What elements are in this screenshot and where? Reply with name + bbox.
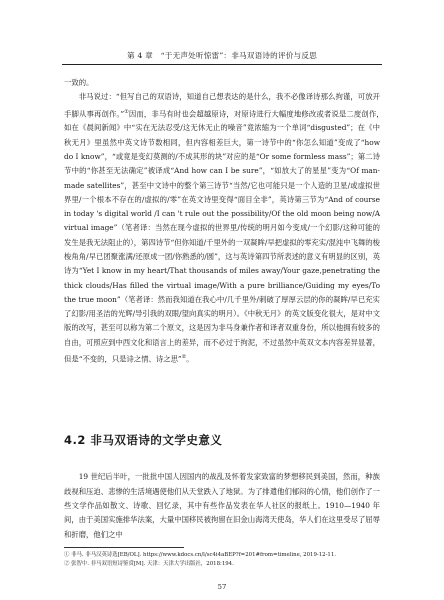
paragraph-text-part-2: 因而，非马有时也会超越原诗，对原诗进行大幅度地修改或者说是二度创作， 如在《晨间新闻》中“实在无法忍受/这无休无止的噪音”竟浓缩为一个单词“disgusted”；在《中秋无月》里虽然中英文诗节数相同，但内容相差巨大，第一诗节中的“你怎么知道”变成了“how do I know”，“或竟是变幻莫测的/不成其形的块”对应的是“Or some formless mass”；第二诗节中的“你甚至无法确定”被译成“And how can I be sure”，“如放大了的星星”变为“Of man-made satellites”，甚至中文诗中的整个第三诗节“当然/它也可能只是一个人造的卫星/或虚拟世界里/一个根本不存在的/虚拟的/零”在英文诗里变得“面目全非”，英诗第三节为“And of course in today 's digital world /I can 't rule out the possibility/Of the old moon being now/A virtual image”（笔者译：当然在现今虚拟的世界里/传统的明月如今变成/一个幻影/这种可能的发生是我无法阻止的），第四诗节“但你知道/千里外的一双凝眸/早把虚拟的零充实/混沌中飞舞的梭梭角角/早已团聚涨满/还原成一团/你熟悉的/圆”，这与英诗第四节所表述的意义有明显的区别，英诗为“Yet I know in my heart/That thousands of miles away/Your gaze,penetrating the thick clouds/Has filled the virtual image/With a pure brilliance/Guiding my eyes/To the true moon”（笔者译：然而我知道在我心中/几千里外/刺破了厚厚云层的你的凝眸/早已充实了幻影/用圣洁的光辉/导引我的双眼/望向真实的明月）。《中秋无月》的英文版变化很大，是对中文版的改写，甚至可以称为第二个原文，这是因为非马身兼作者和译者双重身份，所以他拥有较多的自由，可照应到中西文化和语言上的差异，而不必过于拘泥，不过虽然中英双文本内容差异显著，但是“不变的，只是诗之情、诗之思” [64, 109, 388, 364]
footnote-ref-2[interactable]: ② [181, 354, 187, 361]
main-body-text [64, 76, 388, 367]
paragraph-continuation: 一致的。 [64, 78, 94, 87]
section-heading: 4.2 非马双语诗的文学史意义 [64, 433, 223, 447]
paragraph-main [64, 90, 388, 367]
footnote-ref-1[interactable]: ① [124, 108, 129, 115]
paragraph-text-part-1: 非马说过：“但写自己的双语诗，知道自己想表达的是什么，我不必像译诗那么拘谨，可放开手脚从事再创作。” [64, 92, 380, 119]
page-number: 57 [217, 583, 227, 591]
footnotes [64, 547, 336, 569]
running-header: 第 4 章 “于无声处听惊雷”：非马双语诗的评价与反思 [62, 50, 382, 65]
section-body-text [64, 463, 380, 549]
section-paragraph: 19 世纪后半叶，一批批中国人因国内的战乱及怀着发家致富的梦想移民到美国，然而，种族歧视和压迫、悲惨的生活境遇使他们从天堂跌入了地狱。为了排遣他们郁闷的心情，他们创作了一些文学作品如散文、诗歌、回忆录，其中有些作品发表在华人社区的报纸上。1910—1940 年间，由于美国实施排华法案，大量中国移民被拘留在旧金山海湾天使岛，华人们在这里受尽了屈辱和折磨，他们之中 [64, 472, 380, 539]
footnote-1: ① 非马. 非马汉英诗选[EB/OL]. https://www.kdocs.cn/l/sc4i4aBEP?f=201#from=timeline, 2019-12-11. [64, 552, 336, 558]
footnote-2: ② 张智中. 非马双语短诗鉴赏[M]. 天津：天津大学出版社，2018:194. [64, 561, 234, 567]
paragraph-end: 。 [186, 354, 194, 364]
